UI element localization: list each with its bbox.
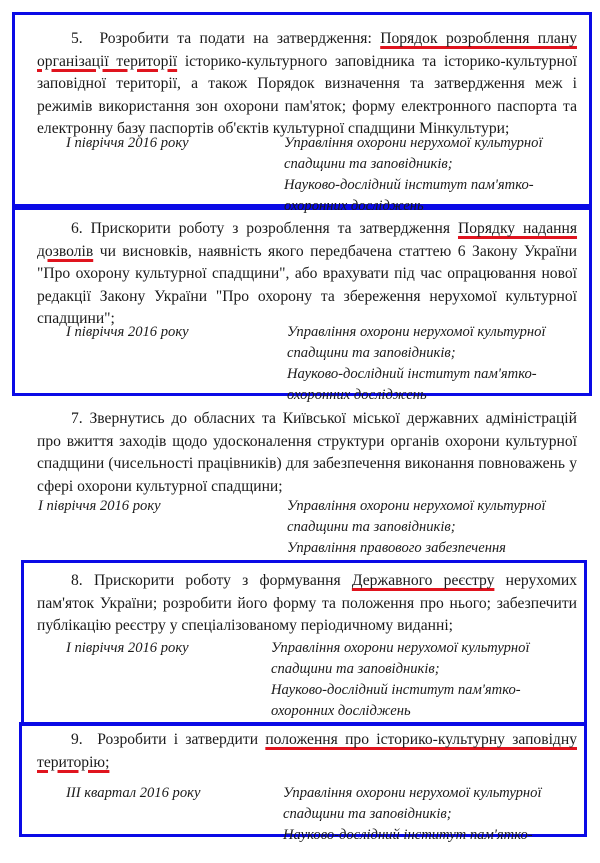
item-6-term: I півріччя 2016 року: [66, 324, 189, 340]
item-6-text: 6. Прискорити роботу з розроблення та затвердження Порядку надання дозволів чи висновків, наявність якого передбачена статтею 6 Закону України "Про охорону культурної спадщини", або врахувати під час опрацювання нової редакції Закону України "Про охорону та збереження нерухомої культурної спадщини";: [37, 220, 578, 327]
item-number: 6.: [71, 220, 83, 237]
underlined-phrase: Порядку надання дозволів: [37, 220, 578, 260]
item-number: 8.: [71, 572, 83, 589]
underlined-phrase: Державного реєстру: [351, 572, 495, 589]
item-8-responsible: Управління охорони нерухомої культурної спадщини та заповідників; Науково-дослідний інститут пам'ятко- охоронних досліджень: [271, 640, 530, 719]
item-9-responsible: Управління охорони нерухомої культурної спадщини та заповідників; Науково-дослідний інститут пам'ятко-: [283, 785, 542, 843]
item-7-text: 7. Звернутись до обласних та Київської міської державних адміністрацій про вжиття заходів щодо удосконалення структури органів охорони культурної спадщини (чисельності працівників) для забезпечення виконання повноважень у сфері охорони культурної спадщини;: [37, 410, 577, 495]
item-7-responsible: Управління охорони нерухомої культурної спадщини та заповідників; Управління правового забезпечення: [287, 498, 546, 556]
item-number: 7.: [71, 410, 83, 427]
underlined-phrase: Порядок розроблення плану організації території: [37, 30, 577, 70]
item-5-text: 5. Розробити та подати на затвердження: Порядок розроблення плану організації території історико-культурного заповідника та історико-культурної заповідної території, а також Порядок визначення та затвердження меж і режимів використання зон охорони пам'яток; форму електронного паспорта та електронну базу паспортів об'єктів культурної спадщини Мінкультури;: [37, 30, 577, 137]
item-7-term: I півріччя 2016 року: [38, 498, 161, 514]
item-number: 9.: [71, 731, 83, 748]
item-5-responsible: Управління охорони нерухомої культурної спадщини та заповідників; Науково-дослідний інститут пам'ятко- охоронних досліджень: [284, 135, 543, 214]
item-6-responsible: Управління охорони нерухомої культурної спадщини та заповідників; Науково-дослідний інститут пам'ятко- охоронних досліджень: [287, 324, 546, 403]
item-number: 5.: [71, 30, 83, 47]
item-8-term: I півріччя 2016 року: [66, 640, 189, 656]
item-9-text: 9. Розробити і затвердити положення про історико-культурну заповідну територію;: [37, 731, 577, 771]
item-8-text: 8. Прискорити роботу з формування Державного реєстру нерухомих пам'яток України; розробити його форму та положення про нього; забезпечити публікацію реєстру у спеціалізованому періодичному виданні;: [37, 572, 577, 634]
item-5-term: I півріччя 2016 року: [66, 135, 189, 151]
underlined-phrase: положення про історико-культурну заповідну територію;: [37, 731, 577, 771]
item-9-term: III квартал 2016 року: [66, 785, 201, 801]
